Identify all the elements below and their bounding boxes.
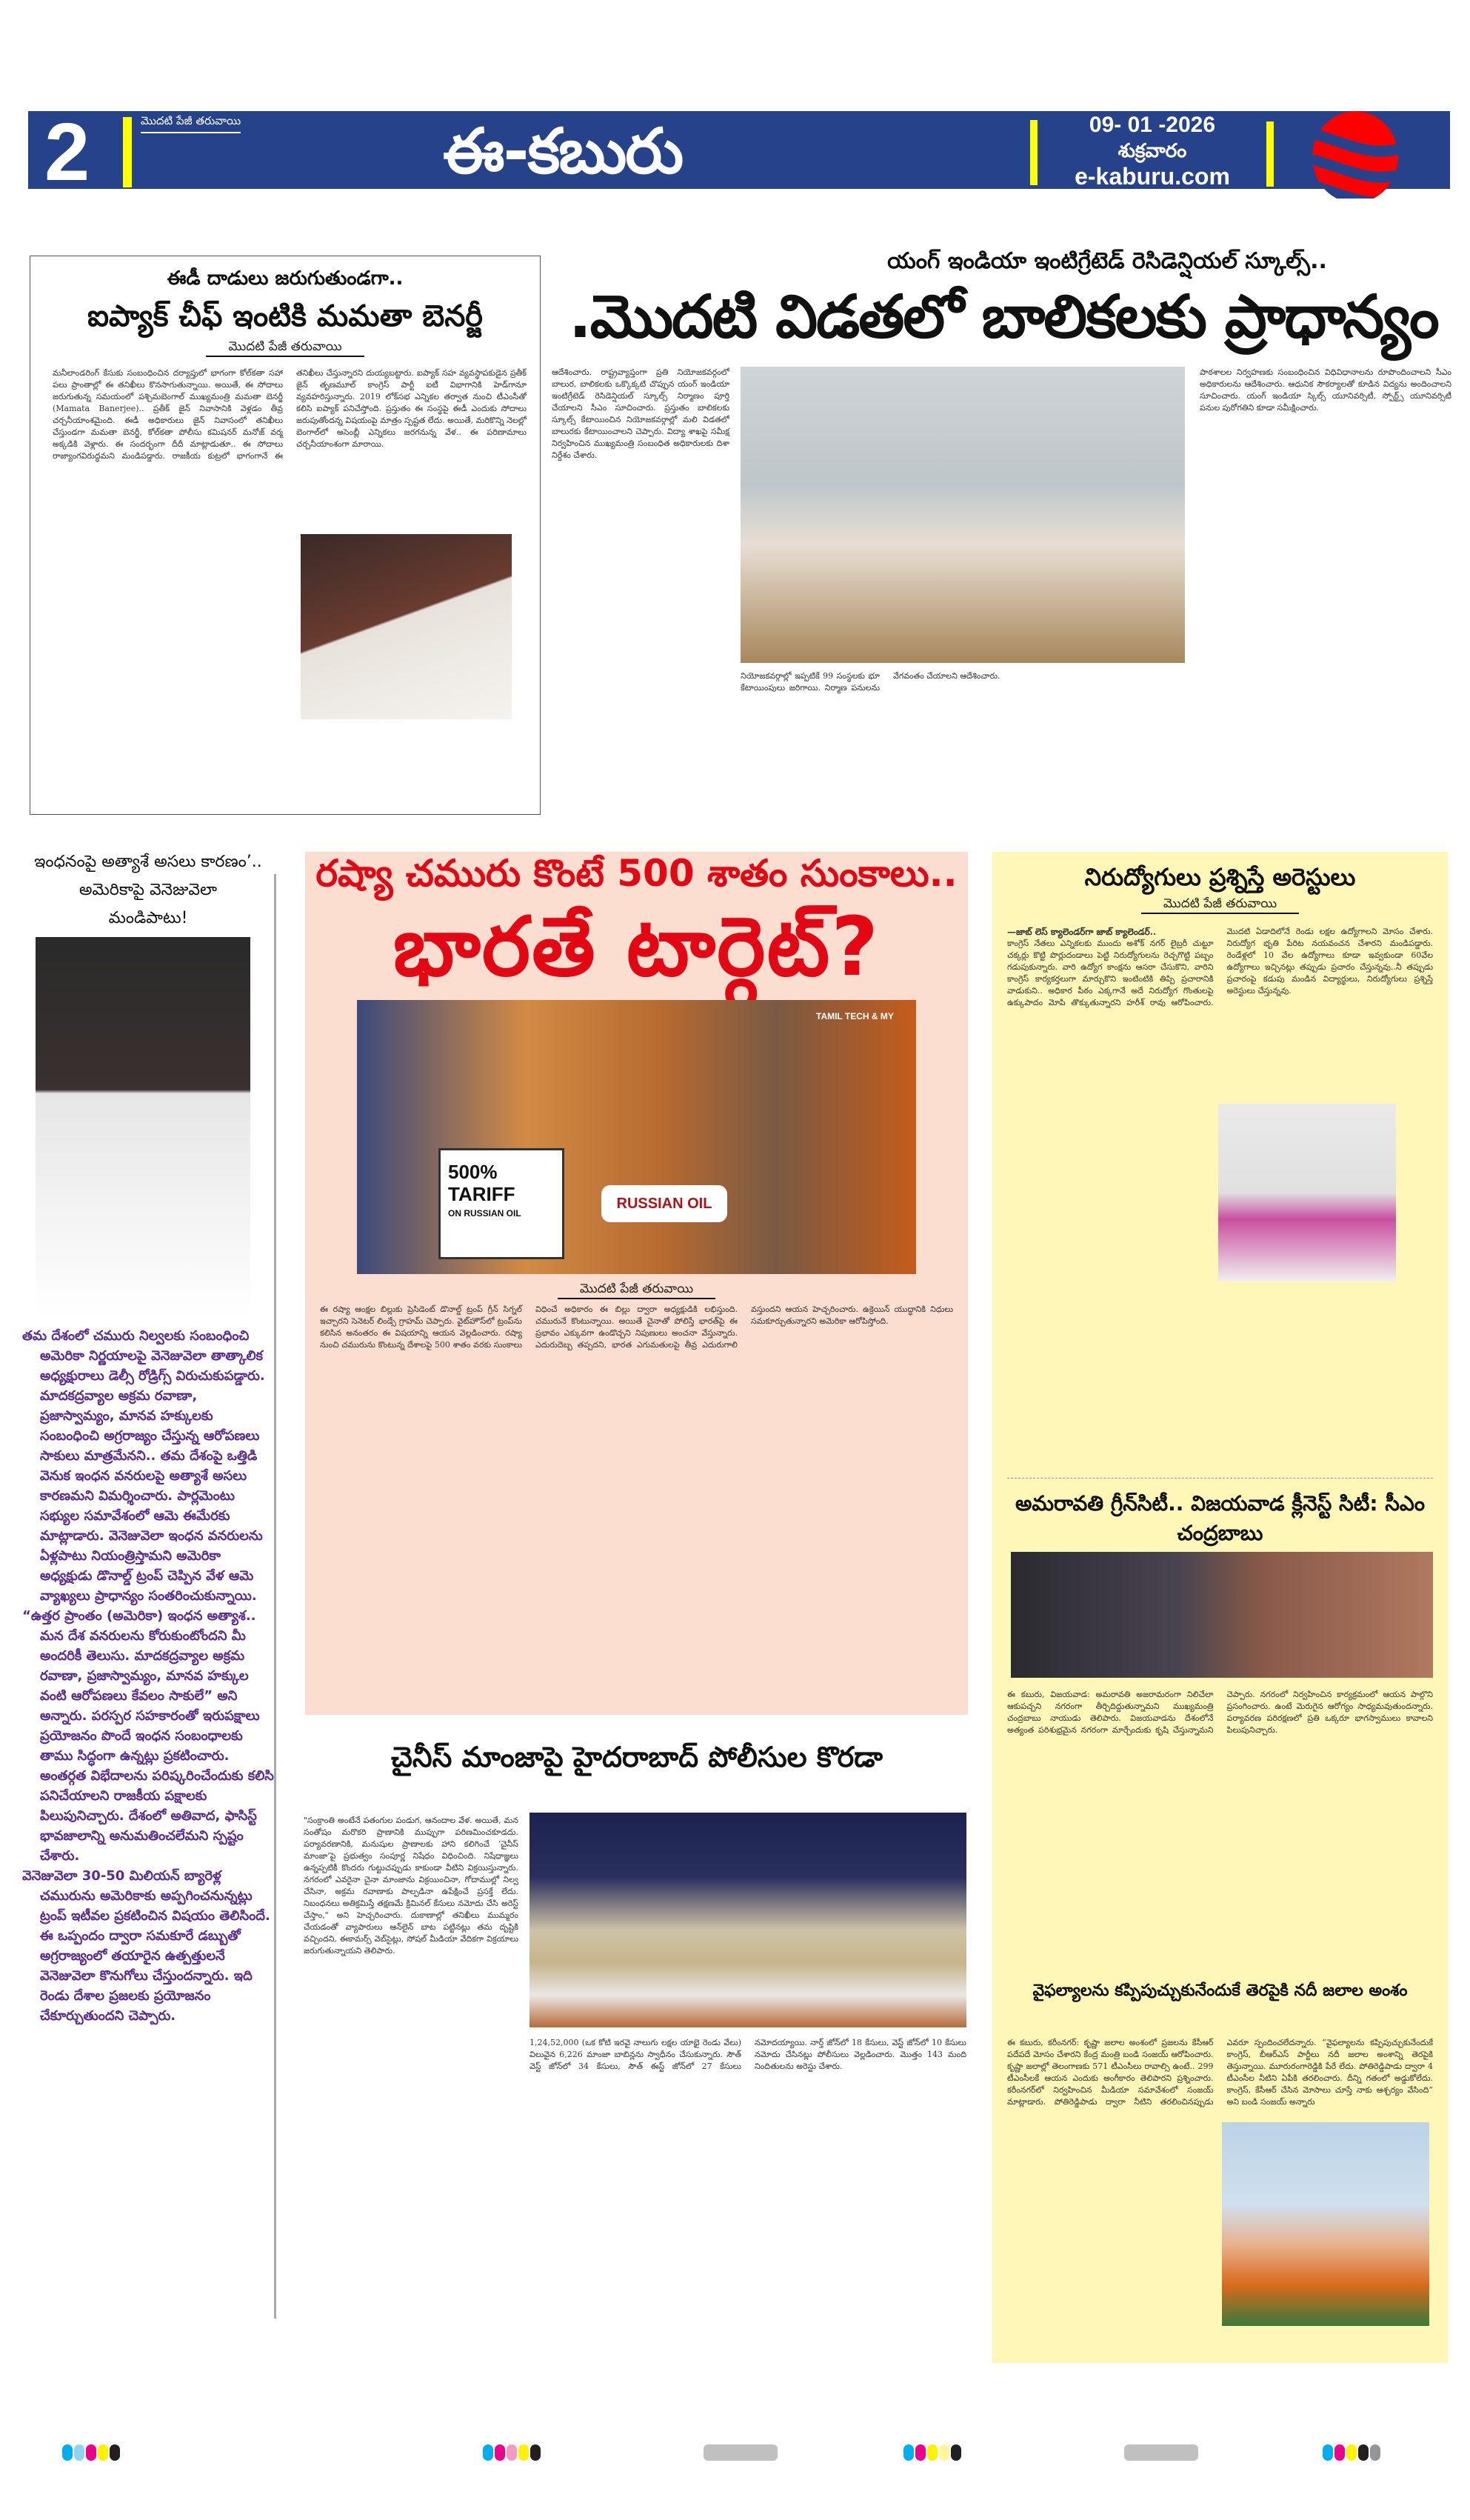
headline-line: మండిపాటు!: [108, 909, 188, 927]
unemployed-headline: నిరుద్యోగులు ప్రశ్నిస్తే అరెస్టులు: [1084, 863, 1356, 891]
color-bar-3: [903, 2444, 961, 2461]
color-swatch: [1323, 2444, 1333, 2461]
color-swatch: [927, 2444, 938, 2461]
gray-swatch: [704, 2444, 778, 2461]
continued-byline: [992, 896, 1448, 914]
manja-body-left: "సంక్రాంతి అంటేనే పతంగుల పండుగ, ఆనందాల వేళ. అయితే, మన సంతోషం మరొకరి ప్రాణానికి ముప్పుగా పరిణమించకూడదు. పర్యావరణానికి, మనుషుల ప్రాణాలకు హాని కలిగించే ‘చైనీస్ మాంజా’పై ప్రభుత్వం సంపూర్ణ నిషేధం విధించింది. నిషేధాజ్ఞలు ఉన్నప్పటికీ కొందరు గుట్టుచప్పుడు కాకుండా వీటిని విక్రయిస్తున్నారు. నగరంలో ఎవరైనా చైనా మాంజాను విక్రయించినా, గోదాముల్లో నిల్వ చేసినా, అక్రమ రవాణాకు పాల్పడినా ఉపేక్షించే ప్రసక్తే లేదు. నిబంధనలు అతిక్రమిస్తే తక్షణమే క్రిమినల్ కేసులు నమోదు చేసి అరెస్ట్ చేస్తాం," అని హెచ్చరించారు. దుకాణాల్లో తనిఖీలు ముమ్మరం చేయడంతో వ్యాపారులు ఆన్‌లైన్ బాట పట్టినట్లు తమ దృష్టికి వచ్చిందని, ఈకామర్స్ వెబ్‌సైట్లు, సోషల్ మీడియా వేదికగా విక్రయాలు జరుగుతున్నాయని తెలిపారు.: [304, 1816, 518, 1956]
divider: [1007, 1478, 1433, 1479]
color-swatch: [1370, 2444, 1380, 2461]
story-body: మనీలాండరింగ్ కేసుకు సంబంధించిన దర్యాప్తులో భాగంగా కోల్‌కతా సహా పలు ప్రాంతాల్లో ఈ తనిఖీలు కొనసాగుతున్నాయి. అయితే, ఈ సోదాలు జరుగుతున్న సమయంలో పశ్చిమబెంగాల్ ముఖ్యమంత్రి మమతా బెనర్జీ (Mamata Banerjee).. ప్రతీక్ జైన్ నివాసానికి వెళ్లడం తీవ్ర చర్చనీయాంశమైంది. ఈడీ అధికారులు జైన్ నివాసంలో తనిఖీలు చేస్తుండగా మమతా బెనర్జీ, కోల్‌కతా పోలీసు కమిషనర్ మనోజ్ వర్మ అక్కడికి వెళ్లారు. ఈ సందర్భంగా దీదీ మాట్లాడుతూ.. ఈ సోదాలు రాజ్యాంగవిరుద్ధమని మండిపడ్డారు. రాజకీయ కుట్రలో భాగంగానే ఈ తనిఖీలు చేస్తున్నారని దుయ్యబట్టారు. ఐప్యాక్ సహ వ్యవస్థాపకుడైన ప్రతీక్ జైన్ తృణమూల్ కాంగ్రెస్ పార్టీ ఐటీ విభాగానికి హెడ్‌గానూ వ్యవహరిస్తున్నారు. 2019 లోక్‌సభ ఎన్నికల తర్వాత నుంచి టీఎంసీతో కలిసి ఐప్యాక్ పనిచేస్తోంది. ప్రస్తుతం ఈ సంస్థపై ఈడీ ఎందుకు సోదాలు జరుపుతోందన్న విషయంపై మాత్రం స్పష్టత లేదు. అయితే, మరికొన్ని నెలల్లో బెంగాల్‌లో అసెంబ్లీ ఎన్నికలు జరగనున్న వేళ.. ఈ పరిణామాలు చర్చనీయాంశంగా మారాయి.: [53, 368, 527, 461]
yellow-box: [992, 852, 1448, 2363]
color-swatch: [903, 2444, 914, 2461]
tariff-sign: [438, 1148, 564, 1259]
issue-date: 09- 01 -2026: [1089, 113, 1216, 137]
paragraph: తమ దేశంలో చమురు నిల్వలకు సంబంధించి అమెరికా నిర్ణయాలపై వెనెజువెలా తాత్కాలిక అధ్యక్షురాలు డెల్సీ రోడ్రిగ్స్ విరుచుకుపడ్డారు. మాదకద్రవ్యాల అక్రమ రవాణా, ప్రజాస్వామ్యం, మానవ హక్కులకు సంబంధించి అగ్రరాజ్యం చేస్తున్న ఆరోపణలు సాకులు మాత్రమేనని.. తమ దేశంపై ఒత్తిడి వెనుక ఇంధన వనరులపై అత్యాశే అసలు కారణమని విమర్శించారు. పార్లమెంటు సభ్యుల సమావేశంలో ఆమె ఈమేరకు మాట్లాడారు. వెనెజువెలా ఇంధన వనరులను ఏళ్లపాటు నియంత్రిస్తామని అమెరికా అధ్యక్షుడు డొనాల్డ్ ట్రంప్ చెప్పిన వేళ ఆమె వ్యాఖ్యలు ప్రాధాన్యం సంతరించుకున్నాయి.: [22, 1328, 265, 1604]
story-ipac: [30, 256, 541, 815]
tariff-kicker: రష్యా చమురు కొంటే 500 శాతం సుంకాలు..: [315, 852, 958, 895]
byline-text: మొదటి పేజీ తరువాయి: [1141, 896, 1299, 914]
color-swatch: [74, 2444, 84, 2461]
oil-tank-label: RUSSIAN OIL: [601, 1185, 727, 1222]
schools-kicker: యంగ్ ఇండియా ఇంటిగ్రేటెడ్ రెసిడెన్షియల్ స్కూల్స్..: [887, 248, 1327, 274]
color-swatch: [518, 2444, 529, 2461]
headline-line: ఇంధనంపై అత్యాశే అసలు కారణం’..: [34, 853, 262, 871]
unemployed-subhead: —జాబ్ లెస్ క్యాలెండర్‌గా జాబ్ క్యాలెండర్..: [1007, 927, 1157, 937]
color-swatch: [1346, 2444, 1357, 2461]
color-swatch: [939, 2444, 949, 2461]
krishna-body: ఈ కబురు, కరీంనగర్: కృష్ణా జలాల అంశంలో ప్రజలను కేసీఆర్ పదేపదే మోసం చేశారని కేంద్ర మంత్రి బండి సంజయ్ ఆరోపించారు. కృష్ణా జలాల్లో తెలంగాణకు 571 టీఎంసీలు రావాల్సి ఉంటే.. 299 టీఎంసీలకే ఆయన ఎందుకు అంగీకారం తెలిపారని ప్రశ్నించారు. కరీంనగర్‌లో నిర్వహించిన మీడియా సమావేశంలో సంజయ్ మాట్లాడారు. పోతిరెడ్డిపాడు ద్వారా నీటిని తరలించినప్పుడు ఎవరూ స్పందించలేదన్నారు. “వైఫల్యాలను కప్పిపుచ్చుకునేందుకే కాంగ్రెస్, బీఆర్ఎస్ పార్టీలు నదీ జలాల అంశాన్ని తెరపైకి తెస్తున్నాయి. మూరురంగారెడ్డికి పేరే లేదు. పోతిరెడ్డిపాడు ద్వారా 4 టీఎంసీల నీటిని ఏపీకి తరలించారు. దీన్ని గతంలో అడ్డుకోలేదు. కాంగ్రెస్, కేసీఆర్ చేసిన మోసాలు చూస్తే నాకు ఆశ్చర్యం వేసింది” అని బండి సంజయ్ అన్నారు: [1007, 2038, 1433, 2107]
color-swatch: [495, 2444, 505, 2461]
sign-small-text: ON RUSSIAN OIL: [448, 1208, 521, 1219]
sign-big-text: 500% TARIFF: [448, 1161, 515, 1205]
paragraph: “ఉత్తర ప్రాంతం (అమెరికా) ఇంధన అత్యాశ.. మన దేశ వనరులను కోరుకుంటోందని మీ అందరికీ తెలుసు. మాదకద్రవ్యాల అక్రమ రవాణా, ప్రజాస్వామ్యం, మానవ హక్కుల వంటి ఆరోపణలు కేవలం సాకులే” అని అన్నారు. పరస్పర సహకారంతో ఇరుపక్షాలు ప్రయోజనం పొందే ఇంధన సంబంధాలకు తాము సిద్ధంగా ఉన్నట్లు ప్రకటించారు. అంతర్గత విభేదాలను పరిష్కరించేందుకు కలిసి పనిచేయాలని రాజకీయ పక్షాలకు పిలుపునిచ్చారు. దేశంలో అతివాద, ఫాసిస్ట్ భావజాలాన్ని అనుమతించలేమని స్పష్టం చేశారు.: [22, 1608, 274, 1864]
mamata-banerjee-photo: [301, 534, 512, 719]
date-block: [1039, 113, 1266, 190]
color-swatch: [86, 2444, 96, 2461]
accent-divider: [1030, 120, 1038, 185]
amaravati-body: ఈ కబురు, విజయవాడ: అమరావతి అజరామరంగా నిలిచేలా ఆకుపచ్చని నగరంగా తీర్చిదిద్దుతున్నామని ముఖ్యమంత్రి చంద్రబాబు నాయుడు తెలిపారు. విజయవాడను దేశంలోనే అత్యంత పరిశుభ్రమైన నగరంగా మార్చేందుకు కృషి చేస్తున్నామని చెప్పారు. నగరంలో నిర్వహించిన కార్యక్రమంలో ఆయన పాల్గొని ప్రసంగించారు. ఉంటే మెరుగైన ఆరోగ్యం సాధ్యమవుతుందన్నారు. పర్యావరణ పరిరక్షణలో ప్రతి ఒక్కరూ భాగస్వాములు కావాలని పిలుపునిచ్చారు.: [1007, 1690, 1433, 1735]
delcy-rodriguez-photo: [36, 937, 250, 1319]
byline-text: మొదటి పేజీ తరువాయి: [206, 339, 364, 357]
tariff-body: ఈ రష్యా ఆంక్షల బిల్లుకు ప్రెసిడెంట్ డొనాల్డ్ ట్రంప్ గ్రీన్ సిగ్నల్ ఇచ్చారని సెనెటర్ లిండ్సే గ్రాహమ్ చెప్పారు. వైట్‌హౌస్‌లో ట్రంప్‌ను కలిసిన అనంతరం ఈ విషయాన్ని ఆయన వెల్లడించారు. రష్యా నుంచి చమురును కొంటున్న దేశాలపై 500 శాతం వరకు సుంకాలు విధించే అధికారం ఈ బిల్లు ద్వారా అధ్యక్షుడికి లభిస్తుంది. చమురునే కొంటున్నాయి. అయితే చైనాతో పోలిస్తే భారత్‌పై ఈ ప్రభావం ఎక్కువగా ఉండొచ్చని నిపుణులు అంచనా వేస్తున్నారు. ఎదురుదెబ్బ తప్పదని, భారత ఎగుమతులపై తీవ్ర ఎదురుగాలి వస్తుందని ఆయన హెచ్చరించారు. ఉక్రెయిన్ యుద్ధానికి నిధులు సమకూర్చుతున్నారని అమెరికా ఆరోపిస్తోంది.: [320, 1304, 953, 1350]
website-link[interactable]: e-kaburu.com: [1075, 163, 1230, 190]
story-headline: ఐప్యాక్ చీఫ్ ఇంటికి మమతా బెనర్జీ: [87, 299, 484, 333]
color-bar-4: [1323, 2444, 1380, 2461]
color-swatch: [483, 2444, 493, 2461]
image-watermark: TAMIL TECH & MY: [816, 1011, 894, 1021]
brand-logo-icon: [1296, 111, 1407, 199]
paragraph: వెనెజువెలా 30-50 మిలియన్ బ్యారెళ్ల చమురును అమెరికాకు అప్పగించనున్నట్లు ట్రంప్ ఇటీవల ప్రకటించిన విషయం తెలిసిందే. ఈ ఒప్పందం ద్వారా సమకూరే డబ్బుతో అగ్రరాజ్యంలో తయారైన ఉత్పత్తులనే వెనెజువెలా కొనుగోలు చేస్తుందన్నారు. ఇది రెండు దేశాల ప్రజలకు ప్రయోజనం చేకూర్చుతుందని చెప్పారు.: [22, 1868, 270, 2024]
chandrababu-event-photo: [1011, 1552, 1433, 1678]
trump-modi-illustration: [357, 1000, 916, 1274]
brand-title: ఈ-కబురు: [443, 115, 683, 187]
accent-divider: [1266, 121, 1274, 187]
color-swatch: [98, 2444, 108, 2461]
column-rule: [274, 874, 276, 2319]
story-tariff: [305, 852, 968, 1715]
schools-body-left: ఆదేశించారు. రాష్ట్రవ్యాప్తంగా ప్రతి నియోజకవర్గంలో బాలుర, బాలికలకు ఒక్కొక్కటి చొప్పున యంగ్ ఇండియా ఇంటిగ్రేటెడ్ రెసిడెన్షియల్ స్కూల్స్ నిర్మాణం పూర్తి చేయాలని సీఎం సూచించారు. ప్రస్తుతం బాలికలకు స్కూల్స్ కేటాయించిన నియోజకవర్గాల్లో మలి విడతలో బాలురకు కేటాయించాలని చెప్పారు. విద్యా శాఖపై సమీక్ష నిర్వహించిన ముఖ్యమంత్రి సంబంధిత అధికారులకు దిశా నిర్దేశం చేశారు.: [552, 367, 729, 460]
venezuela-headline: [22, 848, 274, 933]
continued-byline: [305, 1281, 968, 1299]
page-number: 2: [44, 107, 90, 198]
unemployed-text: కాంగ్రెస్ నేతలు ఎన్నికలకు ముందు అశోక్ నగర్ లైబ్రరీ చుట్టూ చక్కర్లు కొట్టి పొర్లుదండాలు పెట్టి నిరుద్యోగులను రెచ్చగొట్టి పబ్బం గడుపుకున్నారు. వారి ఉద్యోగ కాంక్షను ఆసరా చేసుకొని, వారిని కాంగ్రెస్ కార్యకర్తలుగా మార్చుకొని ఇంటింటికి తిప్పి ప్రచారానికి వాడుకుని.. అధికార పీఠం ఎక్కగానే అదే నిరుద్యోగ గొంతులపై ఉక్కుపాదం మోపి తొక్కుతున్నారని హరీశ్ రావు ఆరోపించారు. మొదటి ఏడాదిలోనే రెండు లక్షల ఉద్యోగాలని మోసం చేశారు. నిరుద్యోగ భృతి పేరిట నయవంచన చేశారని మండిపడ్డారు. రెండేళ్లలో 10 వేల ఉద్యోగాలు కూడా ఇవ్వకుండా 60వేల ఉద్యోగాలు ఇచ్చినట్లు తప్పుడు ప్రచారం చేస్తున్నవు..నీ తప్పుడు ప్రచారంపై కడుపు మండిన విద్యార్థులు, నిరుద్యోగులు ప్రశ్నిస్తే అరెస్టులు చేస్తున్నవు.: [1007, 927, 1433, 1007]
tariff-headline: భారతే టార్గెట్?: [392, 899, 881, 994]
masthead: [28, 107, 1450, 198]
cm-review-meeting-photo: [741, 367, 1185, 663]
color-bar-1: [62, 2444, 120, 2461]
gray-swatch: [1124, 2444, 1198, 2461]
manja-body-below: 1,24,52,000 (ఒక కోటి ఇరవై నాలుగు లక్షల యాభై రెండు వేలు) విలువైన 6,226 మాంజా బాబిన్లను స్వాధీనం చేసుకున్నారు. సౌత్ వెస్ట్ జోన్‌లో 34 కేసులు, సౌత్ ఈస్ట్ జోన్‌లో 27 కేసులు నమోదయ్యాయి. నార్త్ జోన్‌లో 18 కేసులు, వెస్ట్ జోన్‌లో 10 కేసులు నమోదు చేసినట్లు పోలీసులు వెల్లడించారు. మొత్తం 143 మంది నిందితులను అరెస్టు చేశారు.: [529, 2038, 966, 2071]
color-swatch: [915, 2444, 926, 2461]
color-swatch: [951, 2444, 961, 2461]
venezuela-body: [22, 1326, 274, 2026]
manja-headline: చైనీస్ మాంజాపై హైదరాబాద్ పోలీసుల కొరడా: [391, 1741, 883, 1773]
color-swatch: [62, 2444, 73, 2461]
color-bar-2: [483, 2444, 541, 2461]
issue-weekday: శుక్రవారం: [1117, 139, 1187, 161]
color-swatch: [530, 2444, 541, 2461]
color-swatch: [1334, 2444, 1345, 2461]
accent-divider: [123, 117, 132, 187]
police-seizure-photo: [529, 1813, 966, 2027]
continued-byline: [30, 339, 540, 357]
amaravati-headline: అమరావతి గ్రీన్‌సిటీ.. విజయవాడ క్లీనెస్ట్ సిటీ: సీఎం చంద్రబాబు: [1015, 1491, 1426, 1545]
story-kicker: ఈడీ దాడులు జరుగుతుండగా..: [167, 267, 404, 290]
schools-body-right: పాఠశాలల నిర్వహణకు సంబంధించిన విధివిధానాలను రూపొందించాలని సీఎం అధికారులను ఆదేశించారు. ఆధునిక సౌకర్యాలతో కూడిన విద్యను అందించాలని సూచించారు. యంగ్ ఇండియా స్కిల్స్ యూనివర్సిటీ, స్పోర్ట్స్ యూనివర్సిటీ పనుల పురోగతిని కూడా సమీక్షించారు.: [1200, 367, 1451, 413]
bandi-sanjay-photo: [1222, 2122, 1429, 2326]
continued-tag: మొదటి పేజీ తరువాయి: [141, 114, 241, 133]
color-swatch: [1358, 2444, 1369, 2461]
schools-headline: .మొదటి విడతలో బాలికలకు ప్రాధాన్యం: [569, 282, 1438, 351]
byline-text: మొదటి పేజీ తరువాయి: [558, 1281, 715, 1299]
unemployed-body: [1007, 926, 1433, 1009]
color-swatch: [507, 2444, 517, 2461]
harish-rao-photo: [1218, 1104, 1396, 1281]
krishna-headline: వైఫల్యాలను కప్పిపుచ్చుకునేందుకే తెరపైకి నదీ జలాల అంశం: [1032, 1981, 1408, 2000]
color-swatch: [110, 2444, 120, 2461]
headline-line: అమెరికాపై వెనెజువెలా: [78, 881, 218, 899]
schools-body-below: నియోజకవర్గాల్లో ఇప్పటికే 99 సంస్థలకు భూ కేటాయింపులు జరిగాయి. నిర్మాణ పనులను వేగవంతం చేయాలని ఆదేశించారు.: [741, 671, 1000, 693]
